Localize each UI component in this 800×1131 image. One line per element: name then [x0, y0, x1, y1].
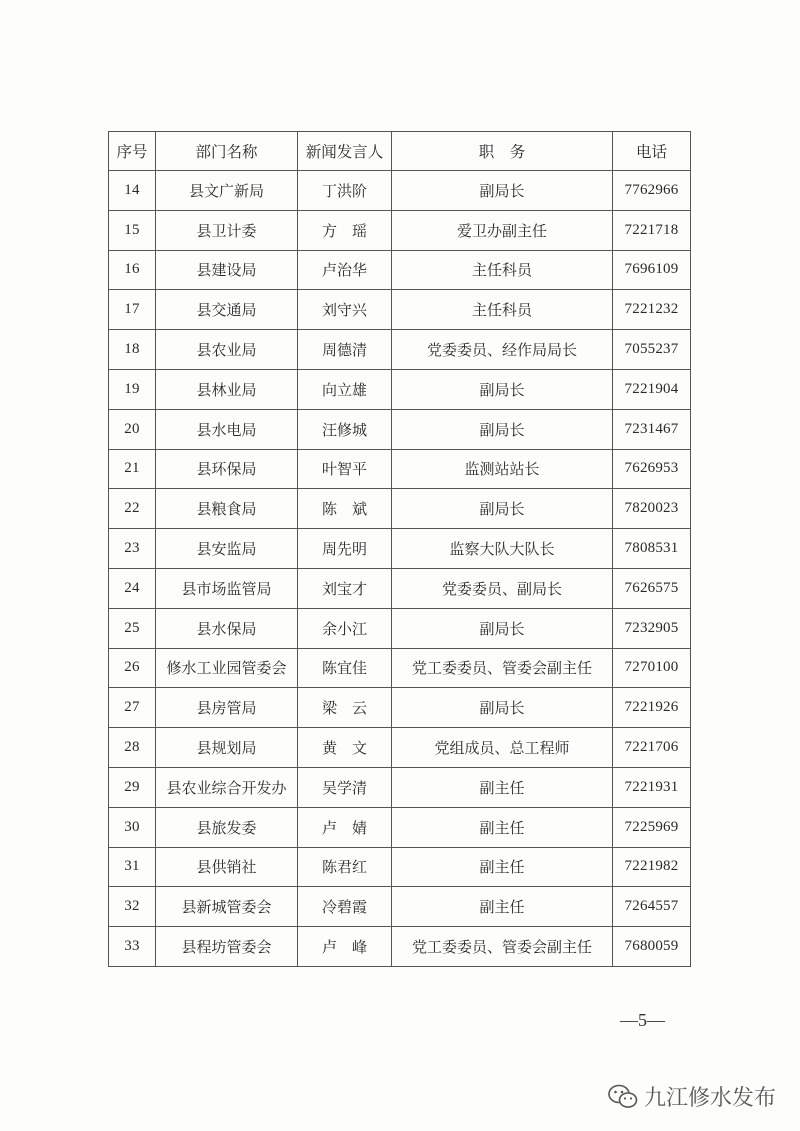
- cell-department: 县建设局: [156, 250, 298, 290]
- cell-number: 15: [109, 210, 156, 250]
- cell-phone: 7225969: [613, 807, 691, 847]
- cell-department: 县水电局: [156, 409, 298, 449]
- cell-phone: 7270100: [613, 648, 691, 688]
- cell-phone: 7626953: [613, 449, 691, 489]
- cell-department: 县交通局: [156, 290, 298, 330]
- cell-spokesperson: 刘宝才: [298, 568, 392, 608]
- cell-phone: 7221904: [613, 369, 691, 409]
- cell-department: 县安监局: [156, 529, 298, 569]
- header-phone: 电话: [613, 132, 691, 171]
- cell-position: 主任科员: [392, 290, 613, 330]
- table-row: [109, 688, 691, 728]
- table-row: [109, 807, 691, 847]
- cell-number: 22: [109, 489, 156, 529]
- cell-spokesperson: 吴学清: [298, 767, 392, 807]
- cell-phone: 7221718: [613, 210, 691, 250]
- cell-department: 县粮食局: [156, 489, 298, 529]
- cell-department: 县林业局: [156, 369, 298, 409]
- table-header-row: [109, 132, 691, 171]
- cell-position: 党组成员、总工程师: [392, 728, 613, 768]
- cell-position: 监察大队大队长: [392, 529, 613, 569]
- cell-phone: 7221926: [613, 688, 691, 728]
- cell-position: 副主任: [392, 807, 613, 847]
- header-spokesperson: 新闻发言人: [298, 132, 392, 171]
- cell-department: 县房管局: [156, 688, 298, 728]
- cell-position: 党委委员、副局长: [392, 568, 613, 608]
- cell-spokesperson: 黄 文: [298, 728, 392, 768]
- table-row: [109, 171, 691, 211]
- cell-spokesperson: 卢 婧: [298, 807, 392, 847]
- cell-position: 副局长: [392, 171, 613, 211]
- table-row: [109, 250, 691, 290]
- cell-position: 党工委委员、管委会副主任: [392, 927, 613, 967]
- cell-spokesperson: 陈 斌: [298, 489, 392, 529]
- cell-department: 县农业综合开发办: [156, 767, 298, 807]
- cell-phone: 7264557: [613, 887, 691, 927]
- cell-department: 县旅发委: [156, 807, 298, 847]
- cell-phone: 7680059: [613, 927, 691, 967]
- cell-number: 24: [109, 568, 156, 608]
- table-row: [109, 529, 691, 569]
- cell-spokesperson: 陈君红: [298, 847, 392, 887]
- cell-department: 县环保局: [156, 449, 298, 489]
- cell-position: 党委委员、经作局局长: [392, 330, 613, 370]
- cell-position: 副局长: [392, 369, 613, 409]
- cell-spokesperson: 陈宜佳: [298, 648, 392, 688]
- cell-spokesperson: 梁 云: [298, 688, 392, 728]
- table-row: [109, 449, 691, 489]
- cell-position: 副局长: [392, 608, 613, 648]
- cell-spokesperson: 方 瑶: [298, 210, 392, 250]
- cell-spokesperson: 周先明: [298, 529, 392, 569]
- cell-number: 27: [109, 688, 156, 728]
- cell-spokesperson: 叶智平: [298, 449, 392, 489]
- cell-department: 县文广新局: [156, 171, 298, 211]
- table-row: [109, 927, 691, 967]
- cell-position: 主任科员: [392, 250, 613, 290]
- table-row: [109, 369, 691, 409]
- cell-number: 16: [109, 250, 156, 290]
- cell-phone: 7221931: [613, 767, 691, 807]
- cell-spokesperson: 冷碧霞: [298, 887, 392, 927]
- cell-spokesperson: 余小江: [298, 608, 392, 648]
- spokesperson-table: [108, 131, 691, 967]
- table-row: [109, 728, 691, 768]
- cell-phone: 7231467: [613, 409, 691, 449]
- cell-number: 25: [109, 608, 156, 648]
- cell-position: 副主任: [392, 847, 613, 887]
- cell-spokesperson: 丁洪阶: [298, 171, 392, 211]
- cell-phone: 7696109: [613, 250, 691, 290]
- cell-phone: 7221706: [613, 728, 691, 768]
- cell-number: 31: [109, 847, 156, 887]
- cell-department: 县规划局: [156, 728, 298, 768]
- cell-department: 修水工业园管委会: [156, 648, 298, 688]
- cell-number: 23: [109, 529, 156, 569]
- cell-phone: 7626575: [613, 568, 691, 608]
- cell-number: 32: [109, 887, 156, 927]
- cell-phone: 7808531: [613, 529, 691, 569]
- cell-number: 18: [109, 330, 156, 370]
- table-row: [109, 608, 691, 648]
- cell-position: 副局长: [392, 688, 613, 728]
- cell-spokesperson: 卢 峰: [298, 927, 392, 967]
- cell-department: 县程坊管委会: [156, 927, 298, 967]
- cell-number: 21: [109, 449, 156, 489]
- cell-position: 副主任: [392, 887, 613, 927]
- cell-spokesperson: 向立雄: [298, 369, 392, 409]
- cell-spokesperson: 周德清: [298, 330, 392, 370]
- cell-department: 县市场监管局: [156, 568, 298, 608]
- cell-phone: 7762966: [613, 171, 691, 211]
- watermark: [608, 1081, 776, 1112]
- cell-department: 县新城管委会: [156, 887, 298, 927]
- table-row: [109, 847, 691, 887]
- cell-number: 29: [109, 767, 156, 807]
- watermark-text: 九江修水发布: [643, 1086, 776, 1111]
- cell-number: 28: [109, 728, 156, 768]
- cell-phone: 7221982: [613, 847, 691, 887]
- header-position: 职 务: [392, 132, 613, 171]
- cell-position: 爱卫办副主任: [392, 210, 613, 250]
- cell-number: 14: [109, 171, 156, 211]
- header-number: 序号: [109, 132, 156, 171]
- cell-position: 副主任: [392, 767, 613, 807]
- table-row: [109, 489, 691, 529]
- table-row: [109, 767, 691, 807]
- table-row: [109, 568, 691, 608]
- table-row: [109, 210, 691, 250]
- wechat-icon: [608, 1084, 638, 1110]
- table-row: [109, 290, 691, 330]
- cell-number: 30: [109, 807, 156, 847]
- table-row: [109, 887, 691, 927]
- cell-spokesperson: 卢治华: [298, 250, 392, 290]
- cell-department: 县供销社: [156, 847, 298, 887]
- cell-department: 县水保局: [156, 608, 298, 648]
- cell-phone: 7820023: [613, 489, 691, 529]
- cell-spokesperson: 汪修城: [298, 409, 392, 449]
- cell-phone: 7055237: [613, 330, 691, 370]
- cell-position: 监测站站长: [392, 449, 613, 489]
- cell-spokesperson: 刘守兴: [298, 290, 392, 330]
- cell-department: 县卫计委: [156, 210, 298, 250]
- cell-number: 17: [109, 290, 156, 330]
- cell-position: 副局长: [392, 489, 613, 529]
- table-row: [109, 330, 691, 370]
- cell-number: 33: [109, 927, 156, 967]
- cell-position: 党工委委员、管委会副主任: [392, 648, 613, 688]
- cell-number: 26: [109, 648, 156, 688]
- table-row: [109, 409, 691, 449]
- cell-number: 20: [109, 409, 156, 449]
- header-department: 部门名称: [156, 132, 298, 171]
- cell-department: 县农业局: [156, 330, 298, 370]
- cell-position: 副局长: [392, 409, 613, 449]
- page-number: —5—: [620, 1010, 665, 1030]
- table-row: [109, 648, 691, 688]
- cell-phone: 7232905: [613, 608, 691, 648]
- table-body: [109, 171, 691, 967]
- cell-number: 19: [109, 369, 156, 409]
- cell-phone: 7221232: [613, 290, 691, 330]
